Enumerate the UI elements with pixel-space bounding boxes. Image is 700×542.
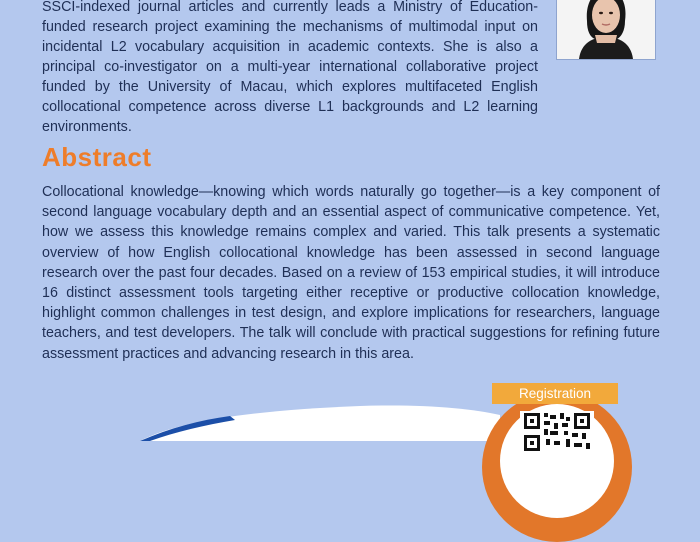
qr-code-icon[interactable] xyxy=(520,411,594,451)
speaker-photo xyxy=(556,0,656,60)
abstract-heading: Abstract xyxy=(42,142,152,172)
speaker-bio: SSCI-indexed journal articles and currently leads a Ministry of Education-funded research project examining the mechanisms of multimodal input on incidental L2 vocabulary acquisition in academic contexts. She is also a principal co-investigator on a multi-year international collaborative project funded by the University of Macau, which explores multifaceted English collocational competence across diverse L1 backgrounds and L2 learning environments. xyxy=(42,0,538,135)
abstract-body: Collocational knowledge—knowing which words naturally go together—is a key component of second language vocabulary depth and an essential aspect of communicative competence. Yet, how we assess this knowledge remains complex and varied. This talk presents a systematic overview of how English collocational knowledge has been assessed in second language research over the past four decades. Based on a review of 153 empirical studies, it will introduce 16 distinct assessment tools targeting either receptive or productive collocation knowledge, highlight common challenges in test design, and explore implications for researchers, language teachers, and test developers. The talk will conclude with practical suggestions for refining future assessment practices and advancing research in this area. xyxy=(42,184,660,362)
registration-label: Registration xyxy=(492,383,618,404)
